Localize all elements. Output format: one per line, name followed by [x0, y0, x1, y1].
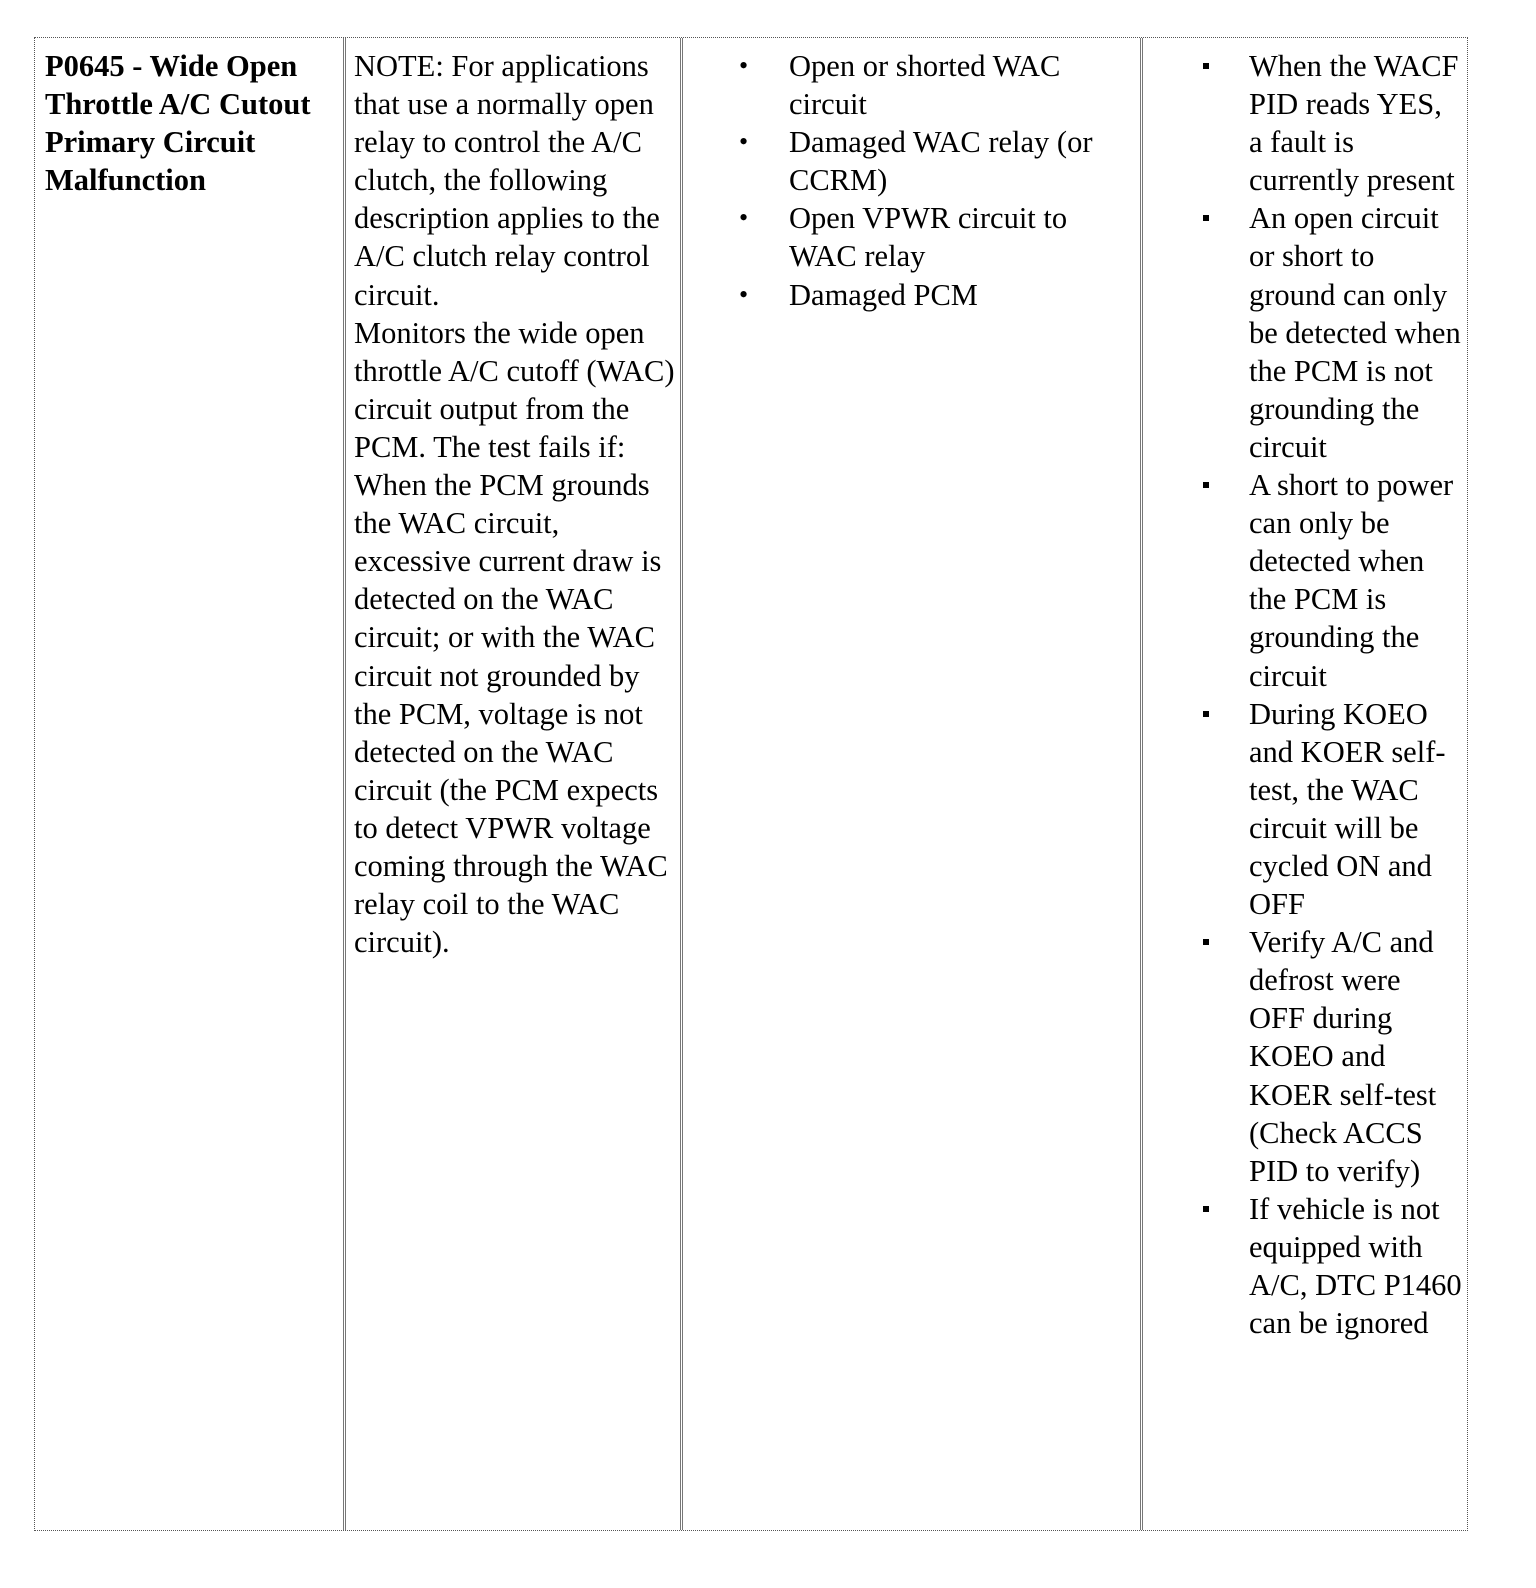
aid-item: If vehicle is not equipped with A/C, DTC P1460 can be ignored — [1143, 1190, 1467, 1342]
aid-item: An open circuit or short to ground can only be detected when the PCM is not grounding the circuit — [1143, 199, 1467, 466]
aid-item: A short to power can only be detected when the PCM is grounding the circuit — [1143, 466, 1467, 695]
aid-item: When the WACF PID reads YES, a fault is currently present — [1143, 47, 1467, 199]
diagnostic-aids-list — [1143, 47, 1467, 1342]
dtc-description-cell — [343, 38, 680, 1530]
cause-item: • Damaged WAC relay (or CCRM) — [683, 123, 1140, 199]
diagnostic-aids-cell — [1140, 38, 1467, 1530]
aid-item: During KOEO and KOER self-test, the WAC circuit will be cycled ON and OFF — [1143, 695, 1467, 924]
cause-item: • Open or shorted WAC circuit — [683, 47, 1140, 123]
dtc-code-title: P0645 - Wide Open Throttle A/C Cutout Primary Circuit Malfunction — [45, 49, 311, 198]
dtc-table — [34, 37, 1468, 1531]
possible-causes-cell — [680, 38, 1140, 1530]
description-monitor: Monitors the wide open throttle A/C cutoff (WAC) circuit output from the PCM. The test fails if: When the PCM grounds the WAC circuit, excessive current draw is detected on the WAC circuit; or with the WAC circuit not grounded by the PCM, voltage is not detected on the WAC circuit (the PCM expects to detect VPWR voltage coming through the WAC relay coil to the WAC circuit). — [354, 315, 675, 960]
description-note: NOTE: For applications that use a normally open relay to control the A/C clutch, the following description applies to the A/C clutch relay control circuit. — [354, 49, 660, 312]
aid-item: Verify A/C and defrost were OFF during KOEO and KOER self-test (Check ACCS PID to verify) — [1143, 923, 1467, 1190]
dtc-code-cell — [35, 38, 343, 1530]
cause-item: • Damaged PCM — [683, 276, 1140, 314]
cause-item: • Open VPWR circuit to WAC relay — [683, 199, 1140, 275]
possible-causes-list — [683, 47, 1140, 314]
